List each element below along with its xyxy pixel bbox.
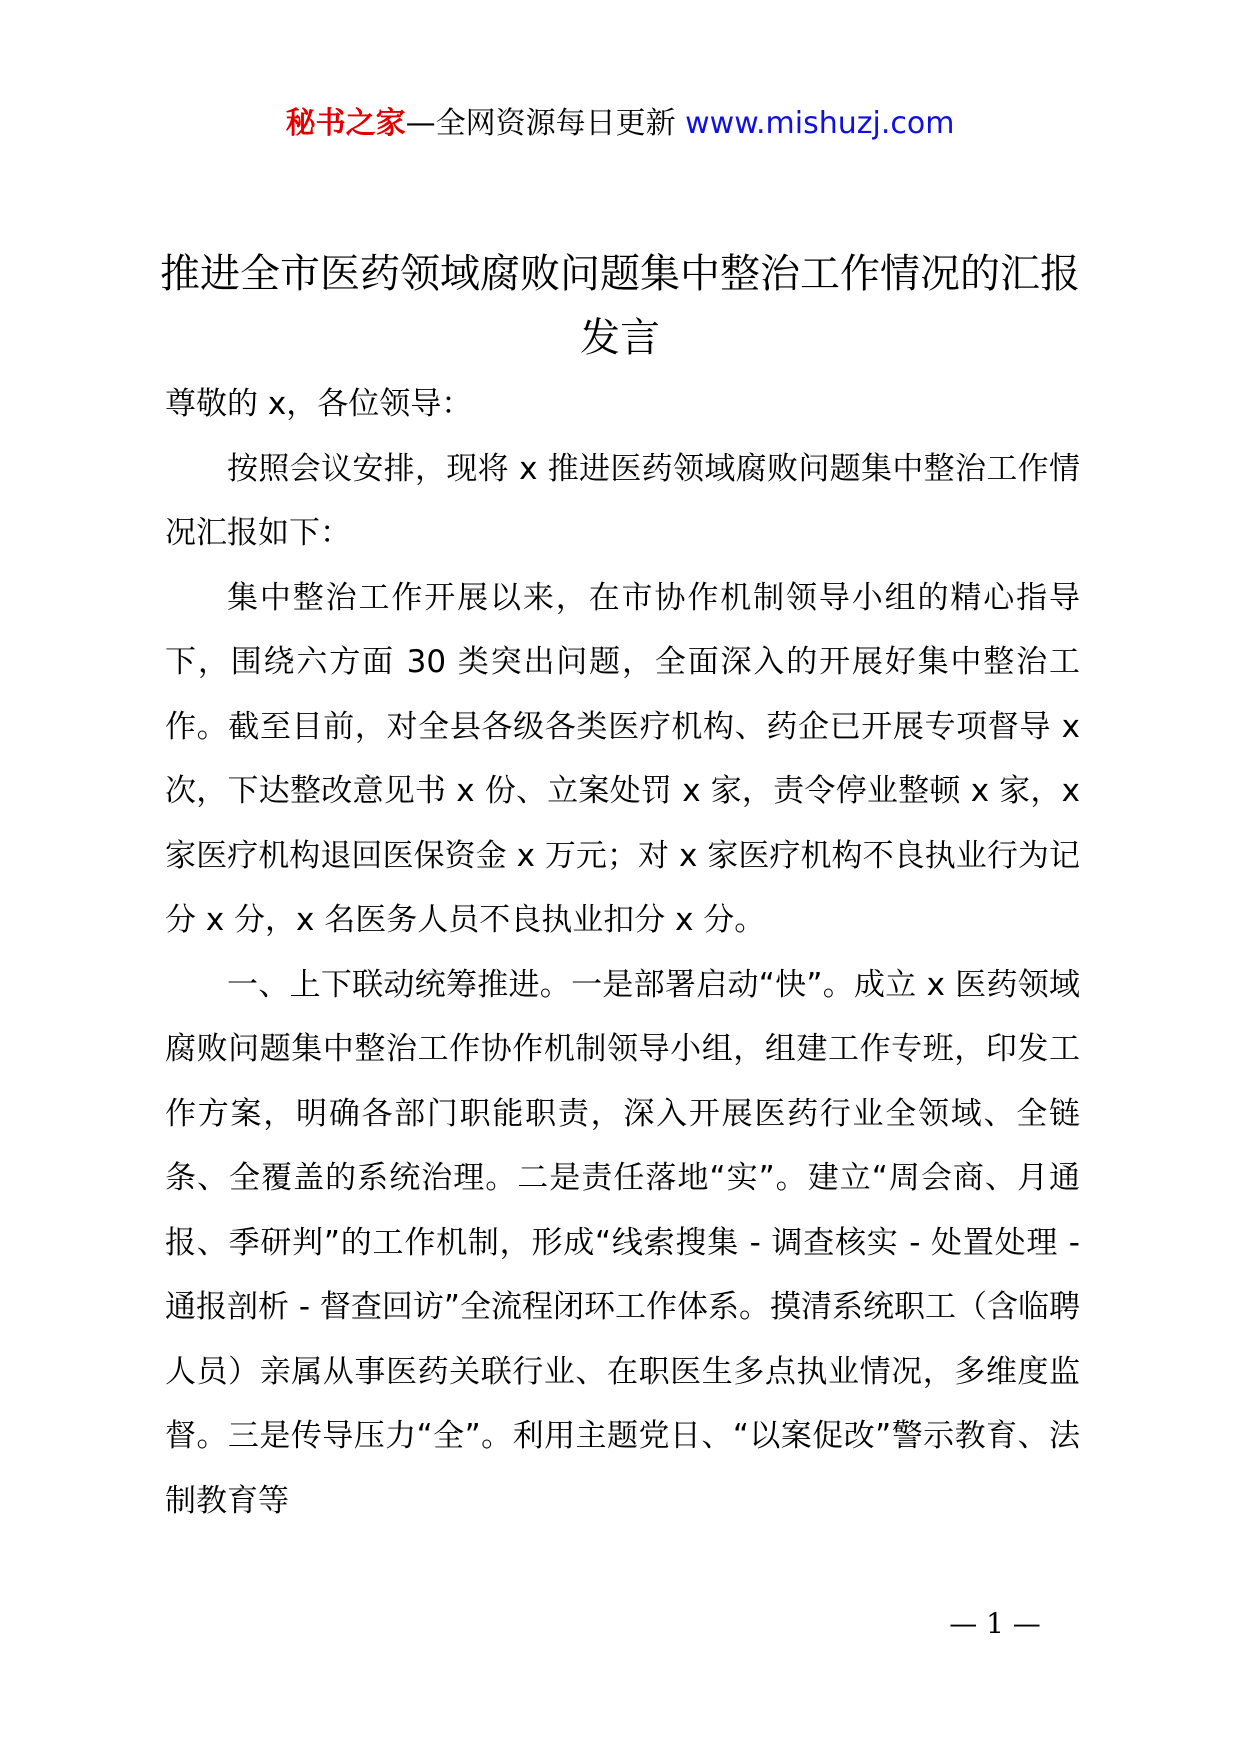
paragraph-section-one: 一、上下联动统筹推进。一是部署启动“快”。成立 x 医药领域腐败问题集中整治工作协作机制领导小组，组建工作专班，印发工作方案，明确各部门职能职责，深入开展医药行业全领域、全链条、全覆盖的系统治理。二是责任落地“实”。建立“周会商、月通报、季研判”的工作机制，形成“线索搜集 - 调查核实 - 处置处理 - 通报剖析 - 督查回访”全流程闭环工作体系。摸清系统职工（含临聘人员）亲属从事医药关联行业、在职医生多点执业情况，多维度监督。三是传导压力“全”。利用主题党日、“以案促改”警示教育、法制教育等 <box>165 966 1080 1519</box>
site-tagline: —全网资源每日更新 <box>405 106 676 141</box>
site-url-link[interactable]: www.mishuzj.com <box>685 106 955 141</box>
page-number: — 1 — <box>949 1607 1041 1640</box>
paragraph-summary: 集中整治工作开展以来，在市协作机制领导小组的精心指导下，围绕六方面 30 类突出问题，全面深入的开展好集中整治工作。截至目前，对全县各级各类医疗机构、药企已开展专项督导 x 次，下达整改意见书 x 份、立案处罚 x 家，责令停业整顿 x 家，x 家医疗机构退回医保资金 x 万元；对 x 家医疗机构不良执业行为记分 x 分，x 名医务人员不良执业扣分 x 分。 <box>165 579 1080 938</box>
salutation: 尊敬的 x，各位领导： <box>165 386 473 422</box>
document-title: 推进全市医药领域腐败问题集中整治工作情况的汇报发言 <box>160 251 1080 361</box>
paragraph-intro: 按照会议安排，现将 x 推进医药领域腐败问题集中整治工作情况汇报如下： <box>165 450 1080 551</box>
site-banner <box>0 102 1240 146</box>
document-body <box>165 372 1080 1533</box>
site-brand: 秘书之家 <box>285 106 406 141</box>
